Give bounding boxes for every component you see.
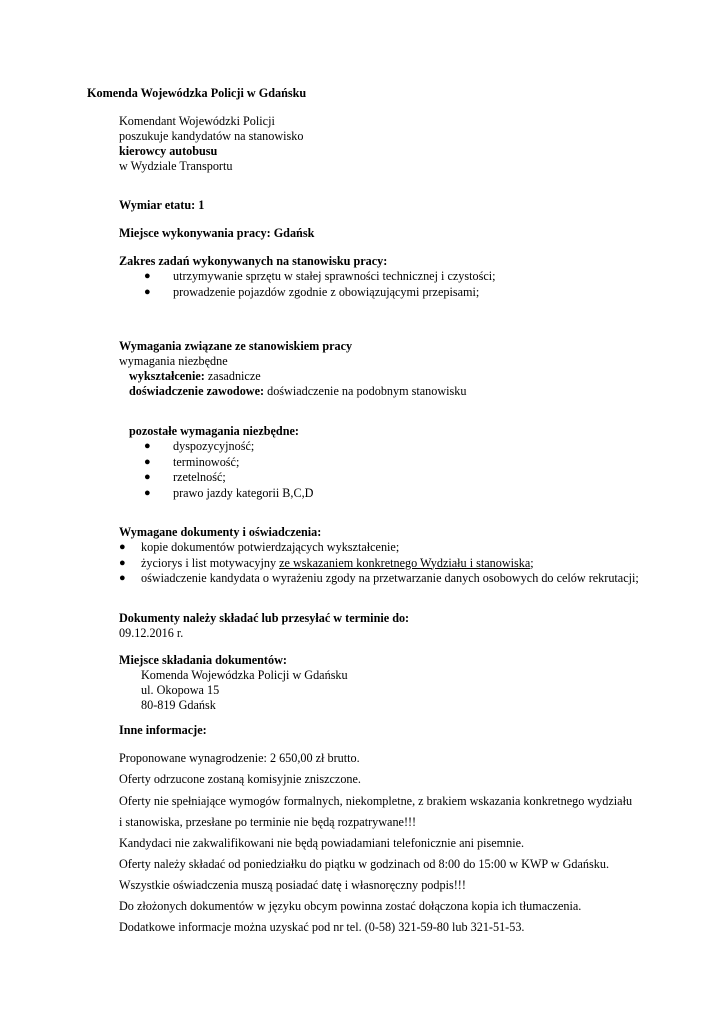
submission-line-1: Komenda Wojewódzka Policji w Gdańsku <box>141 668 348 682</box>
list-item: ● utrzymywanie sprzętu w stałej sprawności technicznej i czystości; <box>144 269 496 283</box>
bullet-icon: ● <box>144 270 151 282</box>
bullet-icon: ● <box>144 440 151 452</box>
bullet-icon: ● <box>119 541 126 553</box>
info-paragraph: i stanowiska, przesłane po terminie nie będą rozpatrywane!!! <box>119 815 417 829</box>
other-requirements-section <box>129 424 725 501</box>
other-requirements-list <box>129 439 725 501</box>
position-title: kierowcy autobusu <box>119 144 218 158</box>
list-item: ● oświadczenie kandydata o wyrażeniu zgody na przetwarzanie danych osobowych do celów rekrutacji; <box>119 571 639 585</box>
other-requirements-heading: pozostałe wymagania niezbędne: <box>129 424 299 438</box>
organization-title: Komenda Wojewódzka Policji w Gdańsku <box>87 86 307 100</box>
intro-block <box>119 114 725 174</box>
list-item: ● prawo jazdy kategorii B,C,D <box>144 485 314 500</box>
info-paragraph: Do złożonych dokumentów w języku obcym powinna zostać dołączona kopia ich tłumaczenia. <box>119 899 582 913</box>
bullet-icon: ● <box>144 471 151 483</box>
submission-section <box>119 653 725 713</box>
experience-line: doświadczenie zawodowe: doświadczenie na podobnym stanowisku <box>129 384 467 398</box>
bullet-icon: ● <box>144 455 151 468</box>
info-paragraph: Wszystkie oświadczenia muszą posiadać datę i własnoręczny podpis!!! <box>119 878 466 892</box>
list-item: ● dyspozycyjność; <box>144 439 255 453</box>
place-line: Miejsce wykonywania pracy: Gdańsk <box>119 226 315 240</box>
deadline-section <box>119 611 725 641</box>
list-item: ● prowadzenie pojazdów zgodnie z obowiązującymi przepisami; <box>144 284 480 299</box>
info-paragraph: Kandydaci nie zakwalifikowani nie będą powiadamiani telefonicznie ani pisemnie. <box>119 836 525 850</box>
info-paragraph: Oferty odrzucone zostaną komisyjnie zniszczone. <box>119 772 361 786</box>
requirements-subheading: wymagania niezbędne <box>119 354 228 368</box>
submission-line-3: 80-819 Gdańsk <box>141 698 216 712</box>
info-paragraph: Proponowane wynagrodzenie: 2 650,00 zł brutto. <box>119 751 360 765</box>
tasks-heading: Zakres zadań wykonywanych na stanowisku pracy: <box>119 254 388 268</box>
bullet-icon: ● <box>144 285 151 298</box>
bullet-icon: ● <box>144 486 151 499</box>
bullet-icon: ● <box>119 572 126 584</box>
deadline-heading: Dokumenty należy składać lub przesyłać w terminie do: <box>119 611 410 625</box>
info-paragraph: Oferty nie spełniające wymogów formalnych, niekompletne, z brakiem wskazania konkretnego wydziału <box>119 794 633 808</box>
intro-line-1: Komendant Wojewódzki Policji <box>119 114 275 128</box>
deadline-date: 09.12.2016 r. <box>119 626 184 640</box>
info-paragraph: Dodatkowe informacje można uzyskać pod nr tel. (0-58) 321-59-80 lub 321-51-53. <box>119 920 525 934</box>
tasks-section <box>119 254 725 300</box>
list-item: ● życiorys i list motywacyjny ze wskazaniem konkretnego Wydziału i stanowiska; <box>119 555 534 570</box>
submission-line-2: ul. Okopowa 15 <box>141 683 220 697</box>
tasks-list <box>119 269 725 300</box>
list-item: ● terminowość; <box>144 454 240 469</box>
documents-list <box>119 540 725 587</box>
department-line: w Wydziale Transportu <box>119 159 233 173</box>
list-item: ● rzetelność; <box>144 470 226 484</box>
intro-line-2: poszukuje kandydatów na stanowisko <box>119 129 304 143</box>
other-info-heading: Inne informacje: <box>119 723 207 737</box>
bullet-icon: ● <box>119 556 126 569</box>
list-item: ● kopie dokumentów potwierdzających wykształcenie; <box>119 540 400 554</box>
documents-section <box>119 525 725 587</box>
education-line: wykształcenie: zasadnicze <box>129 369 261 383</box>
submission-heading: Miejsce składania dokumentów: <box>119 653 287 667</box>
documents-heading: Wymagane dokumenty i oświadczenia: <box>119 525 322 539</box>
requirements-section <box>119 339 725 399</box>
etat-line: Wymiar etatu: 1 <box>119 198 205 212</box>
info-paragraph: Oferty należy składać od poniedziałku do piątku w godzinach od 8:00 do 15:00 w KWP w Gdańsku. <box>119 857 609 871</box>
requirements-heading: Wymagania związane ze stanowiskiem pracy <box>119 339 353 353</box>
